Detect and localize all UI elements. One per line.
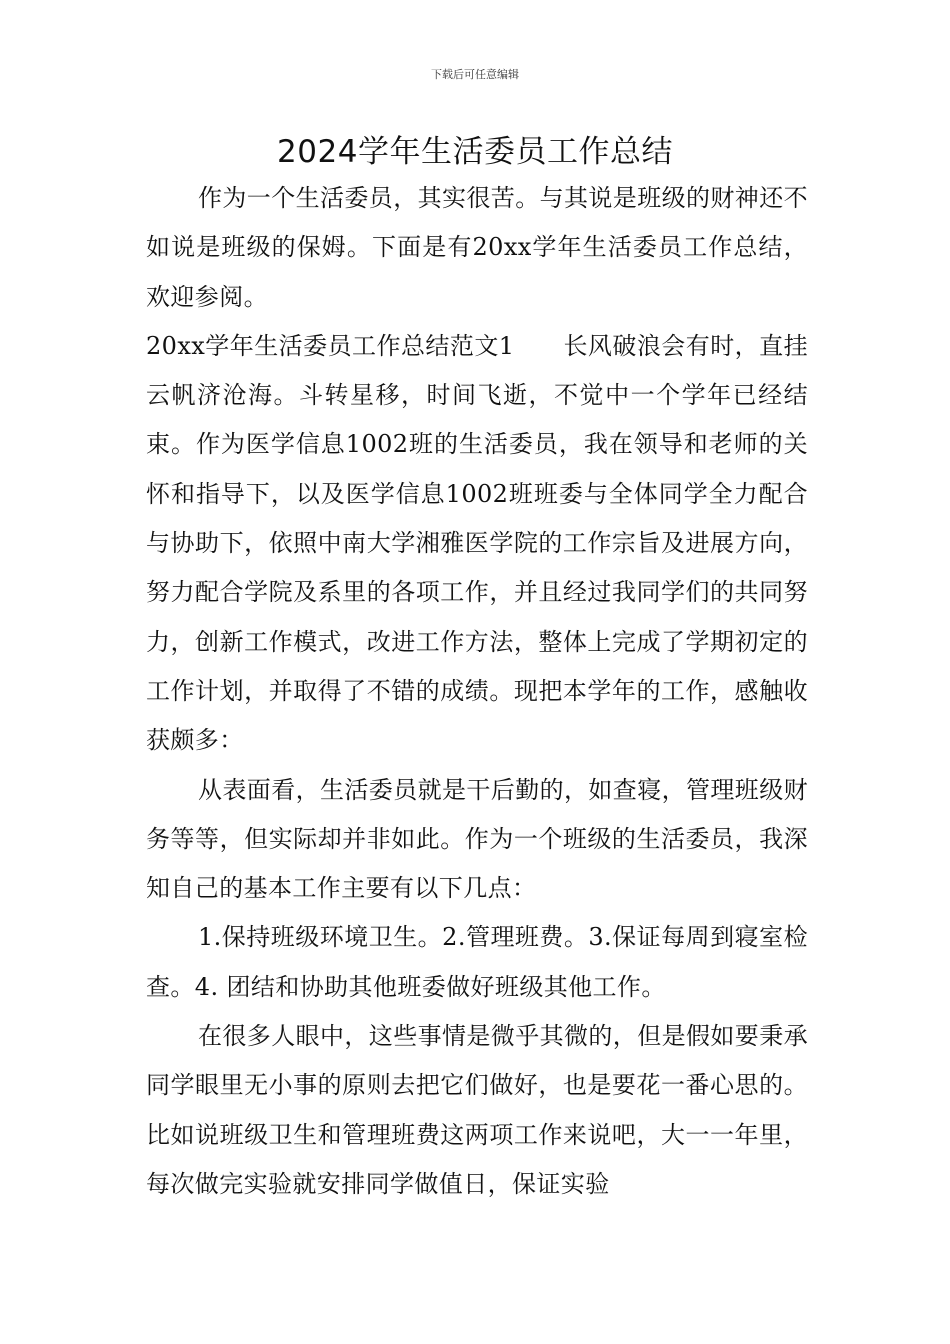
- paragraph-details: 在很多人眼中，这些事情是微乎其微的，但是假如要秉承同学眼里无小事的原则去把它们做好，也是要花一番心思的。比如说班级卫生和管理班费这两项工作来说吧，大一一年里，每次做完实验就安排同学做值日，保证实验: [146, 1022, 808, 1198]
- paragraph-sample-1: 20xx学年生活委员工作总结范文1 长风破浪会有时，直挂云帆济沧海。斗转星移，时间飞逝，不觉中一个学年已经结束。作为医学信息1002班的生活委员，我在领导和老师的关怀和指导下，以及医学信息1002班班委与全体同学全力配合与协助下，依照中南大学湘雅医学院的工作宗旨及进展方向，努力配合学院及系里的各项工作，并且经过我同学们的共同努力，创新工作模式，改进工作方法，整体上完成了学期初定的工作计划，并取得了不错的成绩。现把本学年的工作，感触收获颇多：: [146, 331, 808, 755]
- paragraph-intro: 作为一个生活委员，其实很苦。与其说是班级的财神还不如说是班级的保姆。下面是有20xx学年生活委员工作总结，欢迎参阅。: [146, 184, 808, 311]
- document-body: [146, 174, 808, 1209]
- paragraph-duties-list: 1.保持班级环境卫生。2.管理班费。3.保证每周到寝室检查。4. 团结和协助其他班委做好班级其他工作。: [146, 923, 808, 1001]
- document-title: 2024学年生活委员工作总结: [277, 134, 673, 170]
- page-header-note: 下载后可任意编辑: [431, 68, 519, 81]
- paragraph-duties-intro: 从表面看，生活委员就是干后勤的，如查寝，管理班级财务等等，但实际却并非如此。作为一个班级的生活委员，我深知自己的基本工作主要有以下几点：: [146, 775, 808, 903]
